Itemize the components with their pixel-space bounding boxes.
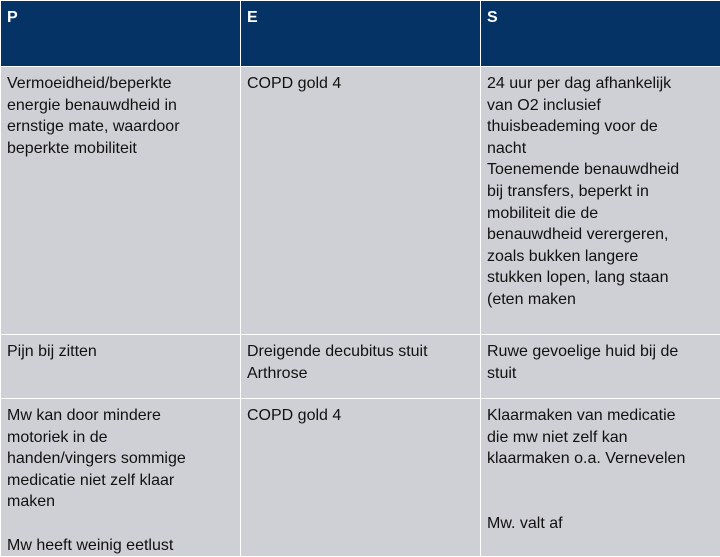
cell-e — [241, 67, 481, 335]
cell-line: klaarmaken o.a. Vernevelen — [487, 448, 714, 470]
cell-p — [1, 335, 241, 399]
cell-line: COPD gold 4 — [247, 405, 474, 427]
cell-line — [7, 513, 234, 535]
cell-line: van O2 inclusief — [487, 95, 714, 117]
cell-line: stukken lopen, lang staan — [487, 267, 714, 289]
table-row — [1, 67, 720, 335]
cell-line: energie benauwdheid in — [7, 95, 234, 117]
cell-line: handen/vingers sommige — [7, 448, 234, 470]
cell-s — [481, 399, 720, 557]
cell-line: benauwdheid verergeren, — [487, 224, 714, 246]
cell-line: Toenemende benauwdheid — [487, 159, 714, 181]
cell-e — [241, 335, 481, 399]
cell-line: bij transfers, beperkt in — [487, 181, 714, 203]
cell-line: mobiliteit die de — [487, 203, 714, 225]
cell-p — [1, 67, 241, 335]
cell-line: nacht — [487, 138, 714, 160]
cell-e — [241, 399, 481, 557]
cell-line: 24 uur per dag afhankelijk — [487, 73, 714, 95]
cell-line: ernstige mate, waardoor — [7, 116, 234, 138]
header-p: P — [1, 1, 241, 67]
cell-line: Mw heeft weinig eetlust — [7, 535, 234, 557]
cell-line: zoals bukken langere — [487, 246, 714, 268]
cell-line: Mw kan door mindere — [7, 405, 234, 427]
cell-line: motoriek in de — [7, 427, 234, 449]
cell-line: Arthrose — [247, 363, 474, 385]
cell-line: Mw. valt af — [487, 513, 714, 535]
table-row — [1, 399, 720, 557]
cell-line: COPD gold 4 — [247, 73, 474, 95]
header-s: S — [481, 1, 720, 67]
cell-line: Ruwe gevoelige huid bij de — [487, 341, 714, 363]
cell-line: Dreigende decubitus stuit — [247, 341, 474, 363]
cell-line: thuisbeademing voor de — [487, 116, 714, 138]
cell-line: Pijn bij zitten — [7, 341, 234, 363]
cell-gap — [487, 470, 714, 513]
cell-s — [481, 335, 720, 399]
header-row — [1, 1, 720, 67]
cell-line: medicatie niet zelf klaar — [7, 470, 234, 492]
cell-p — [1, 399, 241, 557]
header-e: E — [241, 1, 481, 67]
cell-s — [481, 67, 720, 335]
cell-line: stuit — [487, 363, 714, 385]
table-row — [1, 335, 720, 399]
cell-line: Vermoeidheid/beperkte — [7, 73, 234, 95]
cell-line: maken — [7, 491, 234, 513]
cell-line: Klaarmaken van medicatie — [487, 405, 714, 427]
cell-line: die mw niet zelf kan — [487, 427, 714, 449]
cell-line: beperkte mobiliteit — [7, 138, 234, 160]
cell-line: (eten maken — [487, 289, 714, 311]
